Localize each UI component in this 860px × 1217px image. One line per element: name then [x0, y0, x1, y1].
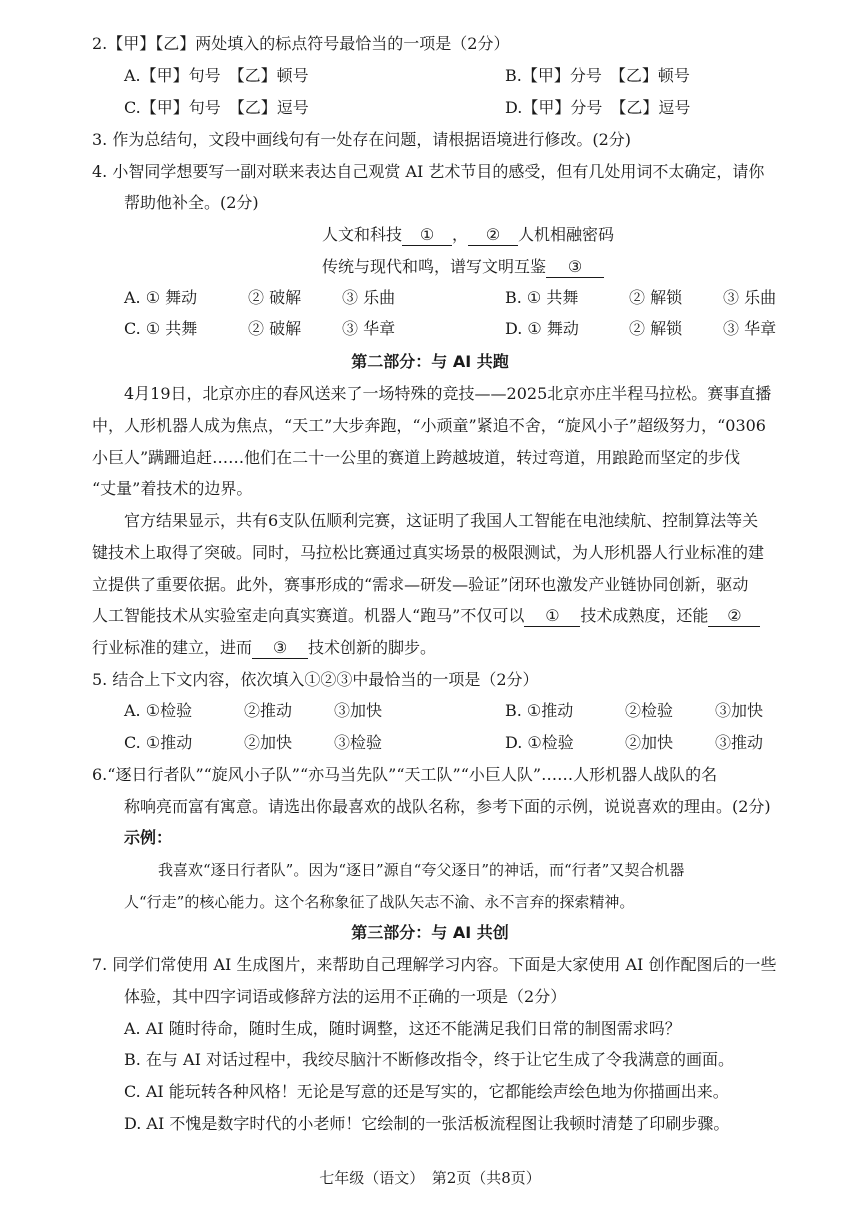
q2-option-c: C.【甲】句号 【乙】逗号 [124, 98, 309, 117]
q4-option-d [505, 318, 776, 340]
question-2-stem: 2.【甲】【乙】两处填入的标点符号最恰当的一项是（2分） [92, 34, 510, 53]
passage-blank-1: ① [524, 606, 580, 627]
option-part: ③加快 [334, 701, 383, 720]
q2-option-b: B.【甲】分号 【乙】顿号 [505, 66, 690, 85]
option-part: ②加快 [244, 733, 293, 752]
couplet-text: 传统与现代和鸣，谱写文明互鉴 [322, 257, 547, 276]
option-part: C. ①推动 [124, 733, 193, 752]
question-6-stem-line2: 称响亮而富有寓意。请选出你最喜欢的战队名称，参考下面的示例，说说喜欢的理由。(2分) [124, 797, 771, 816]
question-6-stem-line1: 6.“逐日行者队”“旋风小子队”“亦马当先队”“天工队”“小巨人队”……人形机器人战队的名 [92, 765, 718, 784]
passage-text: 立提供了重要依据。此外，赛事形成的“需求—研发—验证”闭环也激发产业链协同创新，驱动 [92, 575, 749, 594]
option-part: ③ 乐曲 [342, 288, 396, 307]
example-label: 示例： [124, 828, 173, 847]
passage-blank-3: ③ [252, 638, 308, 659]
option-part: ②推动 [244, 701, 293, 720]
passage-text-with-blanks [92, 605, 760, 627]
option-part: ② 解锁 [629, 288, 683, 307]
option-part: B. ① 共舞 [505, 288, 579, 307]
option-part: A. ① 舞动 [124, 288, 198, 307]
q4-option-c [124, 318, 395, 340]
passage-text: 技术成熟度，还能 [580, 606, 709, 625]
option-part: A. ①检验 [124, 701, 193, 720]
question-4-stem-line1: 4. 小智同学想要写一副对联来表达自己观赏 AI 艺术节目的感受，但有几处用词不太确定，请你 [92, 162, 765, 181]
q5-option-a [124, 700, 382, 722]
q2-option-d: D.【甲】分号 【乙】逗号 [505, 98, 691, 117]
option-part: ② 破解 [248, 319, 302, 338]
part-2-heading: 第二部分：与 AI 共跑 [351, 352, 509, 371]
couplet-blank-1: ① [402, 225, 452, 246]
option-part: ③检验 [334, 733, 383, 752]
q5-option-b [505, 700, 763, 722]
couplet-comma: ， [452, 225, 469, 244]
q4-option-b [505, 287, 776, 309]
question-5-stem: 5. 结合上下文内容，依次填入①②③中最恰当的一项是（2分） [92, 670, 539, 689]
option-part: D. ① 舞动 [505, 319, 579, 338]
option-part: ②检验 [625, 701, 674, 720]
q7-option-b: B. 在与 AI 对话过程中，我绞尽脑汁不断修改指令，终于让它生成了令我满意的画面。 [124, 1050, 734, 1069]
q4-option-a [124, 287, 395, 309]
q7-option-c: C. AI 能玩转各种风格！无论是写意的还是写实的，它都能绘声绘色地为你描画出来。 [124, 1082, 729, 1101]
couplet-line-2 [322, 256, 604, 278]
question-4-stem-line2: 帮助他补全。(2分) [124, 193, 259, 212]
example-text: 人“行走”的核心能力。这个名称象征了战队矢志不渝、永不言弃的探索精神。 [124, 893, 635, 911]
q7-option-a: A. AI 随时待命，随时生成，随时调整，这还不能满足我们日常的制图需求吗？ [124, 1019, 681, 1038]
couplet-line-1 [322, 224, 614, 246]
option-part: ③ 华章 [342, 319, 396, 338]
option-part: ② 破解 [248, 288, 302, 307]
question-3-stem: 3. 作为总结句，文段中画线句有一处存在问题，请根据语境进行修改。(2分) [92, 130, 632, 149]
option-part: C. ① 共舞 [124, 319, 198, 338]
passage-text: 技术创新的脚步。 [308, 638, 437, 657]
option-part: ③加快 [715, 701, 764, 720]
part-3-heading: 第三部分：与 AI 共创 [351, 923, 509, 942]
stem-text: 的一项是（2分） [444, 987, 567, 1006]
emphasized-text: 不正确 [396, 987, 445, 1006]
example-text: 我喜欢“逐日行者队”。因为“逐日”源自“夸父逐日”的神话，而“行者”又契合机器 [158, 861, 685, 879]
option-part: ③ 华章 [723, 319, 777, 338]
passage-text: 4月19日，北京亦庄的春风送来了一场特殊的竞技——2025北京亦庄半程马拉松。赛事直播 [124, 384, 772, 403]
passage-text: 中，人形机器人成为焦点，“天工”大步奔跑，“小顽童”紧追不舍，“旋风小子”超级努力，“0306 [92, 416, 766, 435]
question-7-stem-line2 [124, 986, 566, 1008]
passage-text-with-blanks [92, 637, 436, 659]
stem-text: 体验，其中四字词语或修辞方法的运用 [124, 987, 397, 1006]
option-part: ③ 乐曲 [723, 288, 777, 307]
passage-text: 官方结果显示，共有6支队伍顺利完赛，这证明了我国人工智能在电池续航、控制算法等关 [124, 511, 759, 530]
q7-option-d: D. AI 不愧是数字时代的小老师！它绘制的一张活板流程图让我顿时清楚了印刷步骤。 [124, 1114, 730, 1133]
option-part: D. ①检验 [505, 733, 574, 752]
passage-text: “丈量”着技术的边界。 [92, 479, 253, 498]
page-footer: 七年级（语文） 第2页（共8页） [319, 1169, 541, 1187]
couplet-blank-2: ② [468, 225, 518, 246]
passage-text: 小巨人”蹒跚追赶……他们在二十一公里的赛道上跨越坡道，转过弯道，用踉跄而坚定的步伐 [92, 448, 741, 467]
q5-option-c [124, 732, 382, 754]
q5-option-d [505, 732, 763, 754]
q2-option-a: A.【甲】句号 【乙】顿号 [124, 66, 309, 85]
passage-text: 键技术上取得了突破。同时，马拉松比赛通过真实场景的极限测试，为人形机器人行业标准的建 [92, 543, 765, 562]
passage-text: 行业标准的建立，进而 [92, 638, 253, 657]
couplet-blank-3: ③ [546, 257, 604, 278]
passage-text: 人工智能技术从实验室走向真实赛道。机器人“跑马”不仅可以 [92, 606, 525, 625]
option-part: ② 解锁 [629, 319, 683, 338]
question-7-stem-line1: 7. 同学们常使用 AI 生成图片，来帮助自己理解学习内容。下面是大家使用 AI 创作配图后的一些 [92, 955, 777, 974]
couplet-text: 人机相融密码 [518, 225, 615, 244]
option-part: ③推动 [715, 733, 764, 752]
option-part: ②加快 [625, 733, 674, 752]
couplet-text: 人文和科技 [322, 225, 403, 244]
passage-blank-2: ② [708, 606, 760, 627]
option-part: B. ①推动 [505, 701, 574, 720]
